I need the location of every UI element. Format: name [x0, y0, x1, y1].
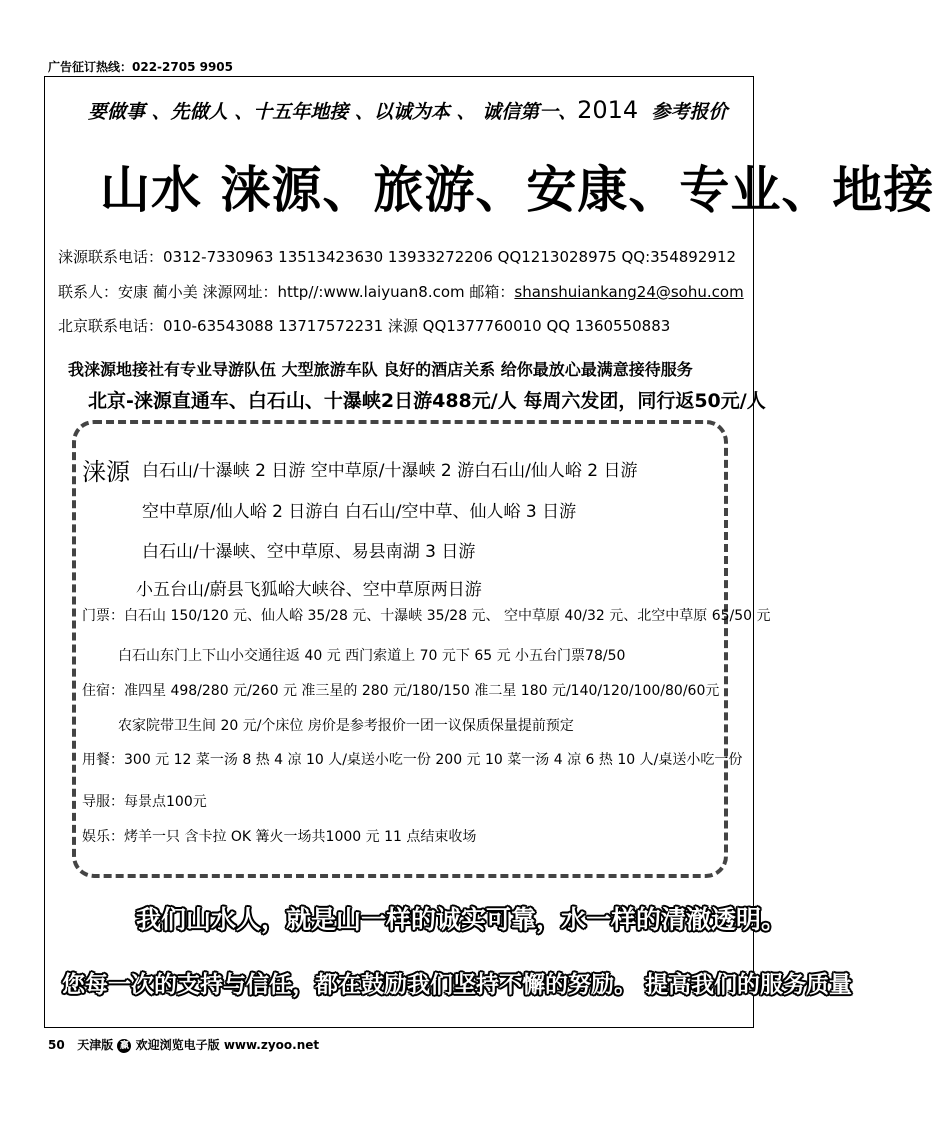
motto-1: 我们山水人，就是山一样的诚实可靠，水一样的清澈透明。: [136, 905, 787, 934]
page-footer: [48, 1036, 319, 1053]
edition: 天津版: [77, 1038, 114, 1052]
slogan: [88, 96, 727, 124]
slogan-suffix: 参考报价: [651, 101, 728, 123]
page-title: 山水 涞源、旅游、安康、专业、地接: [100, 161, 934, 219]
lodging-prices: 住宿：准四星 498/280 元/260 元 准三星的 280 元/180/150 准二星 180 元/140/120/100/80/60元: [82, 683, 720, 699]
lodging-note: 农家院带卫生间 20 元/个床位 房价是参考报价一团一议保质保量提前预定: [118, 718, 574, 734]
guide-fee: 导服：每景点100元: [82, 794, 207, 810]
ticket-prices: 门票：白石山 150/120 元、仙人峪 35/28 元、十瀑峡 35/28 元、 空中草原 40/32 元、北空中草原 65/50 元: [82, 608, 771, 624]
ticket-prices-extra: 白石山东门上下山小交通往返 40 元 西门索道上 70 元下 65 元 小五台门票78/50: [118, 648, 626, 664]
edition-badge-icon: 赢: [117, 1039, 131, 1053]
intro-text: 我涞源地接社有专业导游队伍 大型旅游车队 良好的酒店关系 给你最放心最满意接待服务: [68, 360, 693, 379]
meal-prices: 用餐：300 元 12 菜一汤 8 热 4 凉 10 人/桌送小吃一份 200 元 10 菜一汤 4 凉 6 热 10 人/桌送小吃一份: [82, 752, 743, 768]
contact-person: [58, 281, 744, 302]
footer-text: 欢迎浏览电子版 www.zyoo.net: [135, 1038, 320, 1052]
page-number: 50: [48, 1038, 65, 1052]
route-line: 白石山/十瀑峡 2 日游 空中草原/十瀑峡 2 游白石山/仙人峪 2 日游: [142, 461, 638, 481]
contact-beijing: 北京联系电话：010-63543088 13717572231 涞源 QQ1377760010 QQ 1360550883: [58, 317, 671, 335]
slogan-year: 2014: [577, 96, 639, 124]
slogan-text: 要做事 、先做人 、十五年地接 、以诚为本 、 诚信第一、: [88, 101, 578, 123]
route-line: 空中草原/仙人峪 2 日游白 白石山/空中草、仙人峪 3 日游: [142, 502, 577, 522]
contact-laiyuan: 涞源联系电话：0312-7330963 13513423630 13933272206 QQ1213028975 QQ:354892912: [58, 248, 737, 266]
motto-2: 您每一次的支持与信任，都在鼓励我们坚持不懈的努励。 提高我们的服务质量: [62, 972, 853, 998]
promo-text: 北京-涞源直通车、白石山、十瀑峡2日游488元/人 每周六发团，同行返50元/人: [88, 390, 766, 412]
offers-label: 涞源: [82, 458, 130, 486]
contact-person-text: 联系人：安康 蔺小美 涞源网址：http//:www.laiyuan8.com 邮箱：: [58, 283, 515, 301]
entertainment: 娱乐：烤羊一只 含卡拉 OK 篝火一场共1000 元 11 点结束收场: [82, 829, 477, 845]
ad-hotline: 广告征订热线：022-2705 9905: [48, 60, 234, 74]
route-line: 小五台山/蔚县飞狐峪大峡谷、空中草原两日游: [136, 580, 482, 600]
route-line: 白石山/十瀑峡、空中草原、易县南湖 3 日游: [142, 542, 476, 562]
email-link[interactable]: shanshuiankang24@sohu.com: [514, 283, 744, 301]
